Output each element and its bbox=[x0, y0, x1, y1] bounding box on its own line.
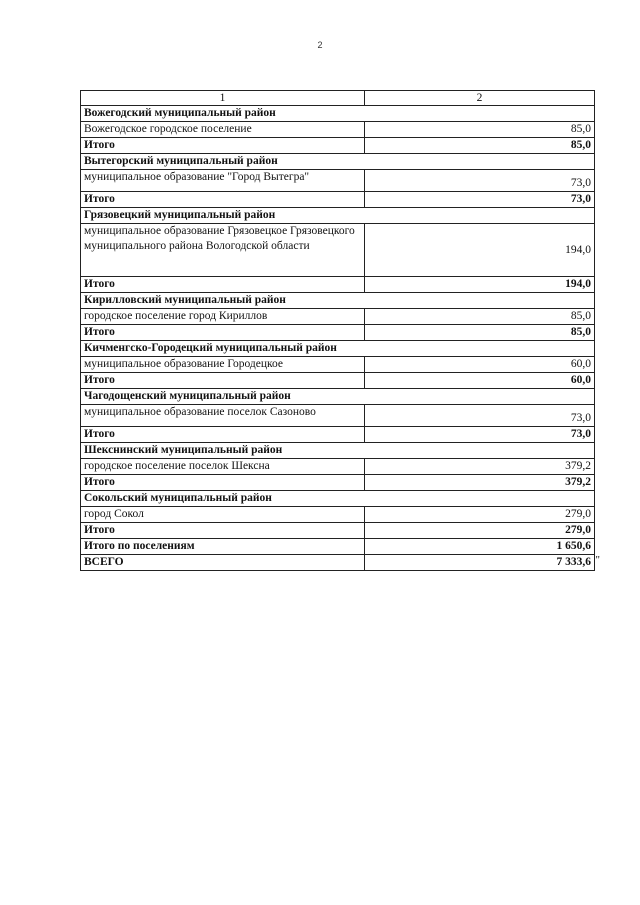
district-row bbox=[81, 293, 595, 309]
district-total-value: 85,0 bbox=[365, 325, 595, 341]
grand-total-row bbox=[81, 555, 595, 571]
district-total-row bbox=[81, 373, 595, 389]
settlement-value: 85,0 bbox=[365, 309, 595, 325]
column-header-1: 1 bbox=[81, 91, 365, 106]
district-total-label: Итого bbox=[81, 325, 365, 341]
district-total-value: 194,0 bbox=[365, 277, 595, 293]
district-total-row bbox=[81, 277, 595, 293]
settlement-row bbox=[81, 309, 595, 325]
district-name: Вытегорский муниципальный район bbox=[81, 154, 595, 170]
district-total-label: Итого bbox=[81, 277, 365, 293]
district-total-label: Итого bbox=[81, 475, 365, 491]
grand-total-label: ВСЕГО bbox=[81, 555, 365, 571]
settlement-name: городское поселение поселок Шексна bbox=[81, 459, 365, 475]
settlement-row bbox=[81, 459, 595, 475]
district-name: Вожегодский муниципальный район bbox=[81, 106, 595, 122]
district-name: Грязовецкий муниципальный район bbox=[81, 208, 595, 224]
settlement-value: 85,0 bbox=[365, 122, 595, 138]
district-row bbox=[81, 389, 595, 405]
district-row bbox=[81, 443, 595, 459]
settlement-row bbox=[81, 170, 595, 192]
settlement-value: 60,0 bbox=[365, 357, 595, 373]
district-total-value: 279,0 bbox=[365, 523, 595, 539]
district-total-label: Итого bbox=[81, 192, 365, 208]
district-name: Сокольский муниципальный район bbox=[81, 491, 595, 507]
grand-total-wrap bbox=[556, 554, 600, 568]
district-total-label: Итого bbox=[81, 427, 365, 443]
settlement-value: 279,0 bbox=[365, 507, 595, 523]
settlement-value: 73,0 bbox=[365, 170, 595, 192]
district-row bbox=[81, 491, 595, 507]
settlement-value: 379,2 bbox=[365, 459, 595, 475]
closing-quote: " bbox=[595, 554, 600, 566]
district-total-value: 73,0 bbox=[365, 427, 595, 443]
settlements-total-row bbox=[81, 539, 595, 555]
settlement-row bbox=[81, 357, 595, 373]
district-total-row bbox=[81, 523, 595, 539]
district-row bbox=[81, 154, 595, 170]
settlement-name: муниципальное образование Грязовецкое Грязовецкого муниципального района Вологодской области bbox=[81, 224, 365, 277]
column-header-2: 2 bbox=[365, 91, 595, 106]
settlement-name: город Сокол bbox=[81, 507, 365, 523]
district-total-value: 379,2 bbox=[365, 475, 595, 491]
district-total-label: Итого bbox=[81, 523, 365, 539]
district-name: Шекснинский муниципальный район bbox=[81, 443, 595, 459]
grand-total-cell bbox=[365, 554, 600, 571]
grand-total-value: 7 333,6 bbox=[556, 556, 591, 568]
settlement-row bbox=[81, 507, 595, 523]
settlement-row bbox=[81, 122, 595, 138]
district-name: Чагодощенский муниципальный район bbox=[81, 389, 595, 405]
settlement-name: Вожегодское городское поселение bbox=[81, 122, 365, 138]
settlement-row bbox=[81, 224, 595, 277]
district-total-row bbox=[81, 427, 595, 443]
settlement-row bbox=[81, 405, 595, 427]
settlements-total-label: Итого по поселениям bbox=[81, 539, 365, 555]
district-total-row bbox=[81, 138, 595, 154]
settlement-name: муниципальное образование Городецкое bbox=[81, 357, 365, 373]
district-total-label: Итого bbox=[81, 138, 365, 154]
page-number: 2 bbox=[317, 40, 323, 50]
settlement-value: 73,0 bbox=[365, 405, 595, 427]
district-row bbox=[81, 106, 595, 122]
district-total-label: Итого bbox=[81, 373, 365, 389]
settlement-value: 194,0 bbox=[365, 224, 595, 277]
district-total-row bbox=[81, 475, 595, 491]
district-row bbox=[81, 341, 595, 357]
district-total-row bbox=[81, 192, 595, 208]
district-total-value: 85,0 bbox=[365, 138, 595, 154]
settlement-name: муниципальное образование "Город Вытегра" bbox=[81, 170, 365, 192]
district-name: Кичменгско-Городецкий муниципальный район bbox=[81, 341, 595, 357]
district-name: Кирилловский муниципальный район bbox=[81, 293, 595, 309]
district-total-value: 73,0 bbox=[365, 192, 595, 208]
settlements-total-value: 1 650,6 bbox=[365, 539, 595, 555]
district-total-row bbox=[81, 325, 595, 341]
settlement-name: городское поселение город Кириллов bbox=[81, 309, 365, 325]
district-row bbox=[81, 208, 595, 224]
district-total-value: 60,0 bbox=[365, 373, 595, 389]
allocation-table bbox=[80, 90, 600, 571]
table-header-row bbox=[81, 91, 595, 106]
settlement-name: муниципальное образование поселок Сазоново bbox=[81, 405, 365, 427]
